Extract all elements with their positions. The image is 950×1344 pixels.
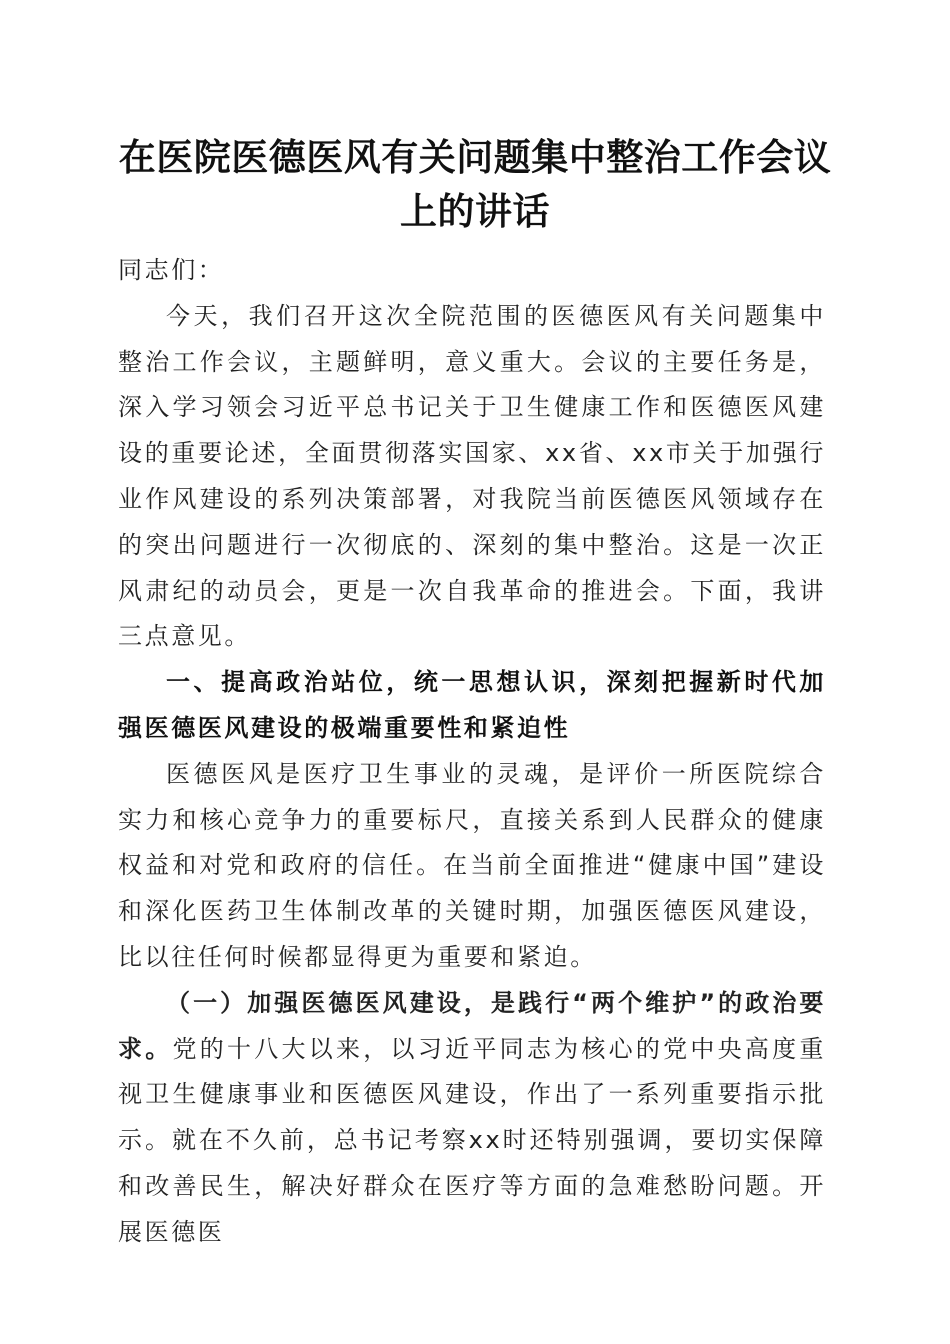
subsection-1-paragraph (118, 981, 826, 1256)
subsection-1-heading: （一）加强医德医风建设，是践行“两个维护”的政治要求。 (118, 988, 826, 1063)
salutation: 同志们： (118, 256, 225, 284)
section-1-paragraph: 医德医风是医疗卫生事业的灵魂，是评价一所医院综合实力和核心竞争力的重要标尺，直接关系到人民群众的健康权益和对党和政府的信任。在当前全面推进“健康中国”建设和深化医药卫生体制改革的关键时期，加强医德医风建设，比以往任何时候都显得更为重要和紧迫。 (118, 759, 826, 971)
intro-paragraph: 今天，我们召开这次全院范围的医德医风有关问题集中整治工作会议，主题鲜明，意义重大。会议的主要任务是，深入学习领会习近平总书记关于卫生健康工作和医德医风建设的重要论述，全面贯彻落实国家、xx省、xx市关于加强行业作风建设的系列决策部署，对我院当前医德医风领域存在的突出问题进行一次彻底的、深刻的集中整治。这是一次正风肃纪的动员会，更是一次自我革命的推进会。下面，我讲三点意见。 (118, 301, 826, 651)
document-title: 在医院医德医风有关问题集中整治工作会议上的讲话 (118, 135, 832, 233)
subsection-1-text: 党的十八大以来，以习近平同志为核心的党中央高度重视卫生健康事业和医德医风建设，作出了一系列重要指示批示。就在不久前，总书记考察xx时还特别强调，要切实保障和改善民生，解决好群众在医疗等方面的急难愁盼问题。开展医德医 (118, 1034, 826, 1246)
document-body (118, 248, 826, 1256)
section-1-heading: 一、提高政治站位，统一思想认识，深刻把握新时代加强医德医风建设的极端重要性和紧迫性 (118, 668, 826, 742)
